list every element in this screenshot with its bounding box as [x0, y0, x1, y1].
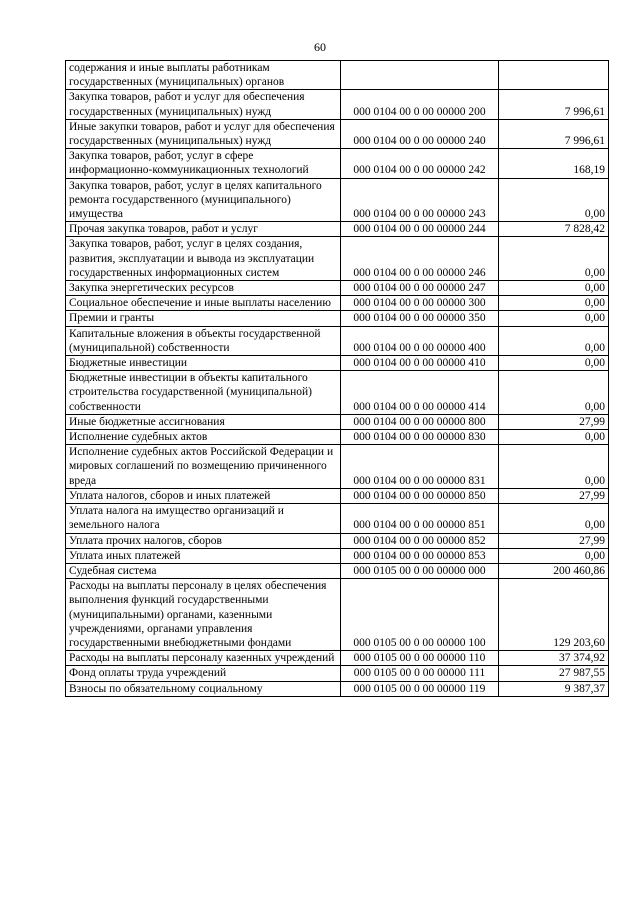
row-code-cell: 000 0104 00 0 00 00000 853 — [341, 548, 499, 563]
row-value-cell: 0,00 — [499, 430, 609, 445]
row-name-cell: Закупка энергетических ресурсов — [66, 281, 341, 296]
row-value-cell: 7 828,42 — [499, 222, 609, 237]
row-code-cell — [341, 61, 499, 90]
row-value-cell: 0,00 — [499, 296, 609, 311]
table-row — [66, 579, 609, 651]
row-value-cell: 0,00 — [499, 356, 609, 371]
row-name-cell: Капитальные вложения в объекты государственной (муниципальной) собственности — [66, 326, 341, 355]
row-code-cell: 000 0105 00 0 00 00000 000 — [341, 563, 499, 578]
row-code-cell: 000 0104 00 0 00 00000 247 — [341, 281, 499, 296]
table-row — [66, 119, 609, 148]
table-row — [66, 548, 609, 563]
row-name-cell: содержания и иные выплаты работникам государственных (муниципальных) органов — [66, 61, 341, 90]
row-code-cell: 000 0104 00 0 00 00000 831 — [341, 445, 499, 489]
table-row — [66, 90, 609, 119]
table-row — [66, 311, 609, 326]
row-name-cell: Закупка товаров, работ, услуг в целях создания, развития, эксплуатации и вывода из эксплуатации государственных информационных систем — [66, 237, 341, 281]
row-value-cell: 27,99 — [499, 533, 609, 548]
row-name-cell: Премии и гранты — [66, 311, 341, 326]
table-row — [66, 61, 609, 90]
row-name-cell: Уплата налогов, сборов и иных платежей — [66, 488, 341, 503]
budget-table-body — [66, 61, 609, 697]
table-row — [66, 296, 609, 311]
table-row — [66, 222, 609, 237]
row-code-cell: 000 0104 00 0 00 00000 830 — [341, 430, 499, 445]
row-value-cell: 129 203,60 — [499, 579, 609, 651]
table-row — [66, 414, 609, 429]
row-value-cell: 0,00 — [499, 311, 609, 326]
row-value-cell: 168,19 — [499, 149, 609, 178]
page-number: 60 — [314, 40, 326, 54]
row-value-cell: 37 374,92 — [499, 651, 609, 666]
table-row — [66, 533, 609, 548]
row-code-cell: 000 0104 00 0 00 00000 243 — [341, 178, 499, 222]
row-name-cell: Прочая закупка товаров, работ и услуг — [66, 222, 341, 237]
row-value-cell: 0,00 — [499, 237, 609, 281]
row-code-cell: 000 0104 00 0 00 00000 300 — [341, 296, 499, 311]
row-code-cell: 000 0104 00 0 00 00000 410 — [341, 356, 499, 371]
row-code-cell: 000 0104 00 0 00 00000 244 — [341, 222, 499, 237]
row-name-cell: Уплата прочих налогов, сборов — [66, 533, 341, 548]
row-name-cell: Расходы на выплаты персоналу казенных учреждений — [66, 651, 341, 666]
table-row — [66, 281, 609, 296]
table-row — [66, 651, 609, 666]
row-name-cell: Закупка товаров, работ и услуг для обеспечения государственных (муниципальных) нужд — [66, 90, 341, 119]
row-code-cell: 000 0104 00 0 00 00000 800 — [341, 414, 499, 429]
table-row — [66, 237, 609, 281]
table-row — [66, 445, 609, 489]
row-value-cell: 27,99 — [499, 414, 609, 429]
row-code-cell: 000 0104 00 0 00 00000 240 — [341, 119, 499, 148]
row-name-cell: Судебная система — [66, 563, 341, 578]
row-name-cell: Социальное обеспечение и иные выплаты населению — [66, 296, 341, 311]
table-row — [66, 149, 609, 178]
table-row — [66, 356, 609, 371]
row-value-cell — [499, 61, 609, 90]
row-name-cell: Бюджетные инвестиции в объекты капитального строительства государственной (муниципальной) собственности — [66, 371, 341, 415]
table-row — [66, 666, 609, 681]
row-value-cell: 0,00 — [499, 178, 609, 222]
row-value-cell: 0,00 — [499, 326, 609, 355]
table-row — [66, 488, 609, 503]
row-code-cell: 000 0105 00 0 00 00000 111 — [341, 666, 499, 681]
row-code-cell: 000 0105 00 0 00 00000 100 — [341, 579, 499, 651]
row-name-cell: Уплата налога на имущество организаций и земельного налога — [66, 504, 341, 533]
row-value-cell: 0,00 — [499, 371, 609, 415]
row-value-cell: 27 987,55 — [499, 666, 609, 681]
row-value-cell: 0,00 — [499, 548, 609, 563]
table-row — [66, 371, 609, 415]
row-value-cell: 200 460,86 — [499, 563, 609, 578]
table-row — [66, 430, 609, 445]
row-name-cell: Фонд оплаты труда учреждений — [66, 666, 341, 681]
row-code-cell: 000 0105 00 0 00 00000 110 — [341, 651, 499, 666]
row-code-cell: 000 0104 00 0 00 00000 852 — [341, 533, 499, 548]
table-row — [66, 178, 609, 222]
row-value-cell: 0,00 — [499, 281, 609, 296]
row-value-cell: 27,99 — [499, 488, 609, 503]
row-name-cell: Закупка товаров, работ, услуг в целях капитального ремонта государственного (муниципального) имущества — [66, 178, 341, 222]
row-name-cell: Закупка товаров, работ, услуг в сфере информационно-коммуникационных технологий — [66, 149, 341, 178]
row-name-cell: Исполнение судебных актов Российской Федерации и мировых соглашений по возмещению причиненного вреда — [66, 445, 341, 489]
table-row — [66, 681, 609, 696]
row-value-cell: 7 996,61 — [499, 90, 609, 119]
row-code-cell: 000 0104 00 0 00 00000 400 — [341, 326, 499, 355]
row-code-cell: 000 0104 00 0 00 00000 414 — [341, 371, 499, 415]
row-code-cell: 000 0104 00 0 00 00000 850 — [341, 488, 499, 503]
row-name-cell: Иные закупки товаров, работ и услуг для обеспечения государственных (муниципальных) нужд — [66, 119, 341, 148]
row-value-cell: 9 387,37 — [499, 681, 609, 696]
table-row — [66, 563, 609, 578]
table-row — [66, 326, 609, 355]
row-code-cell: 000 0104 00 0 00 00000 246 — [341, 237, 499, 281]
row-value-cell: 0,00 — [499, 445, 609, 489]
row-name-cell: Уплата иных платежей — [66, 548, 341, 563]
row-name-cell: Расходы на выплаты персоналу в целях обеспечения выполнения функций государственными (муниципальными) органами, казенными учреждениями, органами управления государственными внебюджетными фондами — [66, 579, 341, 651]
row-code-cell: 000 0104 00 0 00 00000 200 — [341, 90, 499, 119]
row-value-cell: 7 996,61 — [499, 119, 609, 148]
row-code-cell: 000 0104 00 0 00 00000 350 — [341, 311, 499, 326]
row-value-cell: 0,00 — [499, 504, 609, 533]
row-code-cell: 000 0104 00 0 00 00000 242 — [341, 149, 499, 178]
row-code-cell: 000 0104 00 0 00 00000 851 — [341, 504, 499, 533]
table-row — [66, 504, 609, 533]
row-name-cell: Исполнение судебных актов — [66, 430, 341, 445]
row-name-cell: Иные бюджетные ассигнования — [66, 414, 341, 429]
row-name-cell: Взносы по обязательному социальному — [66, 681, 341, 696]
budget-table — [65, 60, 609, 697]
row-code-cell: 000 0105 00 0 00 00000 119 — [341, 681, 499, 696]
row-name-cell: Бюджетные инвестиции — [66, 356, 341, 371]
